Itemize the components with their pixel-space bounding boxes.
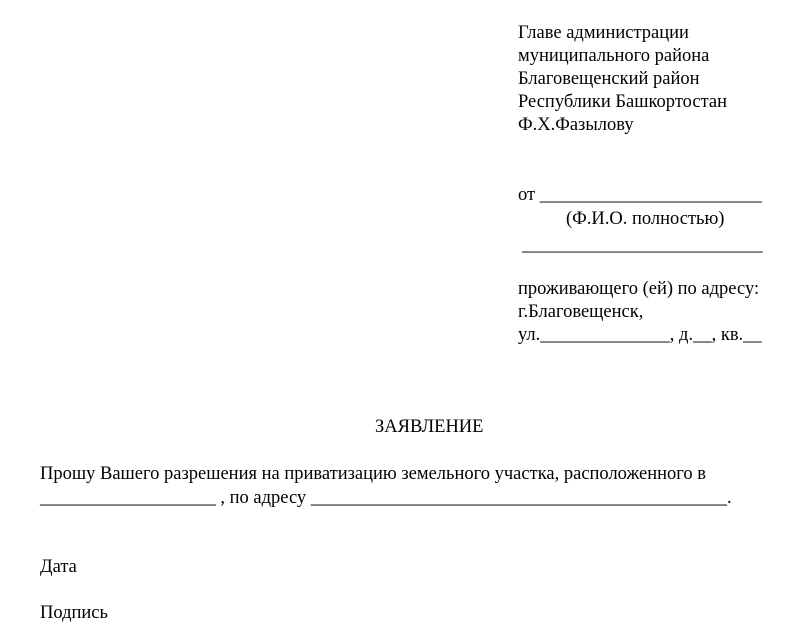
address-city: г.Благовещенск, xyxy=(518,302,644,322)
fio-caption: (Ф.И.О. полностью) xyxy=(566,209,725,229)
applicant-from-field: от ________________________ xyxy=(518,185,762,205)
recipient-line: Благовещенский район xyxy=(518,69,700,89)
applicant-name-continuation-field: __________________________ xyxy=(522,235,763,255)
date-label: Дата xyxy=(40,557,77,577)
request-text-line: Прошу Вашего разрешения на приватизацию земельного участка, расположенного в xyxy=(40,464,706,484)
request-text-line: ___________________ , по адресу _____________________________________________. xyxy=(40,488,732,508)
recipient-line: муниципального района xyxy=(518,46,710,66)
recipient-line: Республики Башкортостан xyxy=(518,92,728,112)
document-title: ЗАЯВЛЕНИЕ xyxy=(375,417,484,437)
recipient-name: Ф.Х.Фазылову xyxy=(518,115,634,135)
signature-label: Подпись xyxy=(40,603,108,623)
address-street-field: ул.______________, д.__, кв.__ xyxy=(518,325,762,345)
address-label: проживающего (ей) по адресу: xyxy=(518,279,760,299)
recipient-line: Главе администрации xyxy=(518,23,689,43)
